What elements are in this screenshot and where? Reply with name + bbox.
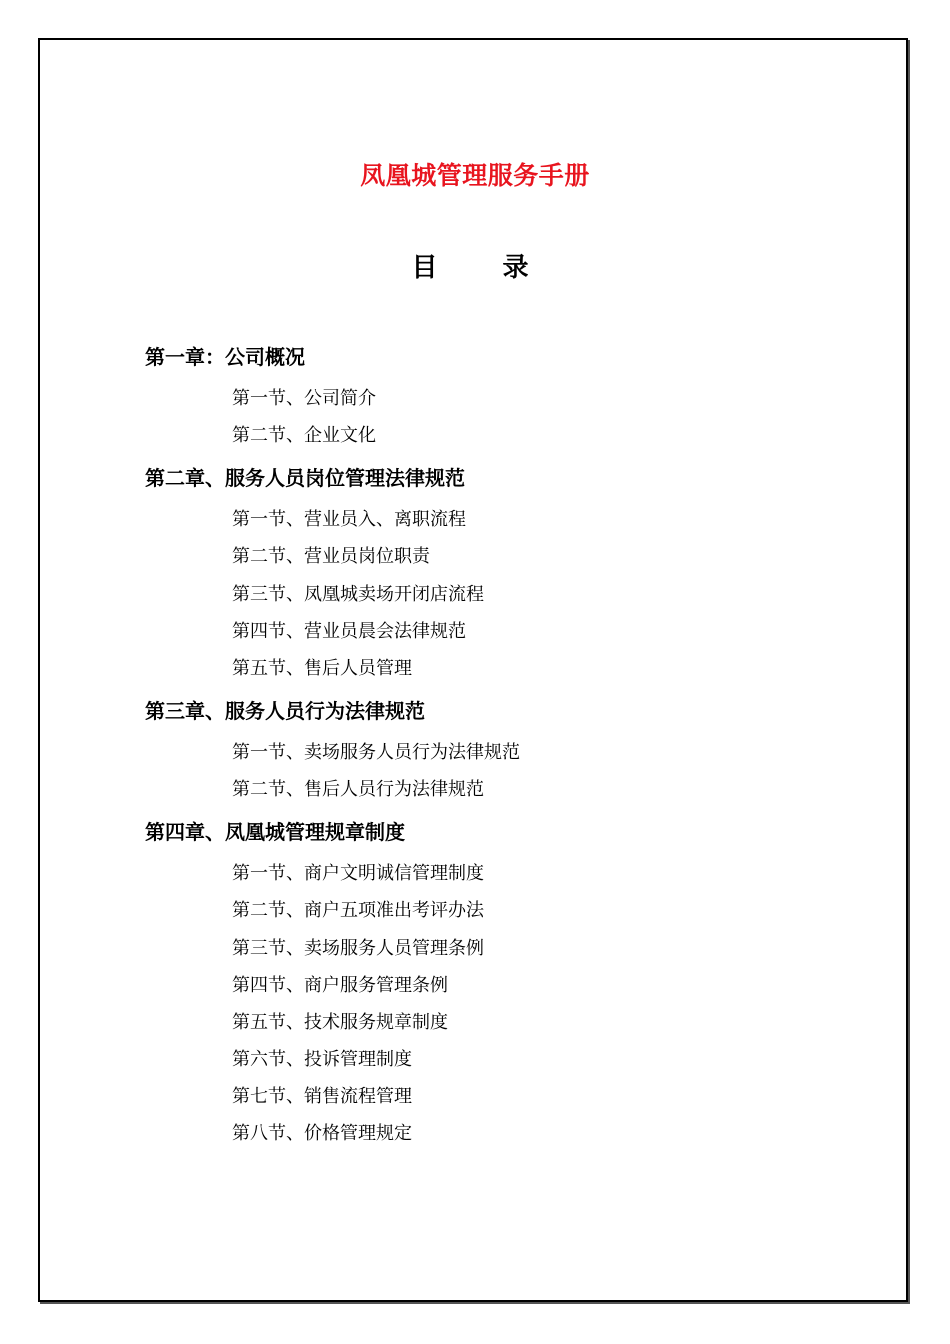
chapter-3 [145,695,845,802]
toc-heading: 目 录 [411,253,557,283]
section-item[interactable]: 第八节、价格管理规定 [232,1123,412,1145]
chapter-4 [145,816,845,1146]
section-item[interactable]: 第一节、卖场服务人员行为法律规范 [232,741,520,763]
section-item[interactable]: 第二节、营业员岗位职责 [232,546,430,568]
section-item[interactable]: 第一节、商户文明诚信管理制度 [232,863,484,885]
section-item[interactable]: 第七节、销售流程管理 [232,1086,412,1108]
chapter-title[interactable]: 第四章、凤凰城管理规章制度 [145,820,405,845]
document-title: 凤凰城管理服务手册 [360,161,590,190]
table-of-contents [145,341,845,1160]
section-item[interactable]: 第一节、公司简介 [232,388,376,409]
section-item[interactable]: 第二节、售后人员行为法律规范 [232,779,484,801]
section-item[interactable]: 第一节、营业员入、离职流程 [232,509,466,531]
section-item[interactable]: 第五节、技术服务规章制度 [232,1011,448,1033]
section-item[interactable]: 第二节、商户五项准出考评办法 [232,900,484,922]
section-item[interactable]: 第四节、营业员晨会法律规范 [232,620,466,642]
section-item[interactable]: 第三节、凤凰城卖场开闭店流程 [232,583,484,605]
chapter-title[interactable]: 第二章、服务人员岗位管理法律规范 [145,466,465,491]
section-item[interactable]: 第三节、卖场服务人员管理条例 [232,937,484,959]
chapter-title[interactable]: 第三章、服务人员行为法律规范 [145,698,425,723]
section-item[interactable]: 第四节、商户服务管理条例 [232,974,448,996]
chapter-title[interactable]: 第一章：公司概况 [145,345,305,369]
chapter-1 [145,341,845,448]
section-item[interactable]: 第六节、投诉管理制度 [232,1049,412,1071]
chapter-2 [145,462,845,681]
section-item[interactable]: 第二节、企业文化 [232,425,376,447]
section-item[interactable]: 第五节、售后人员管理 [232,657,412,679]
